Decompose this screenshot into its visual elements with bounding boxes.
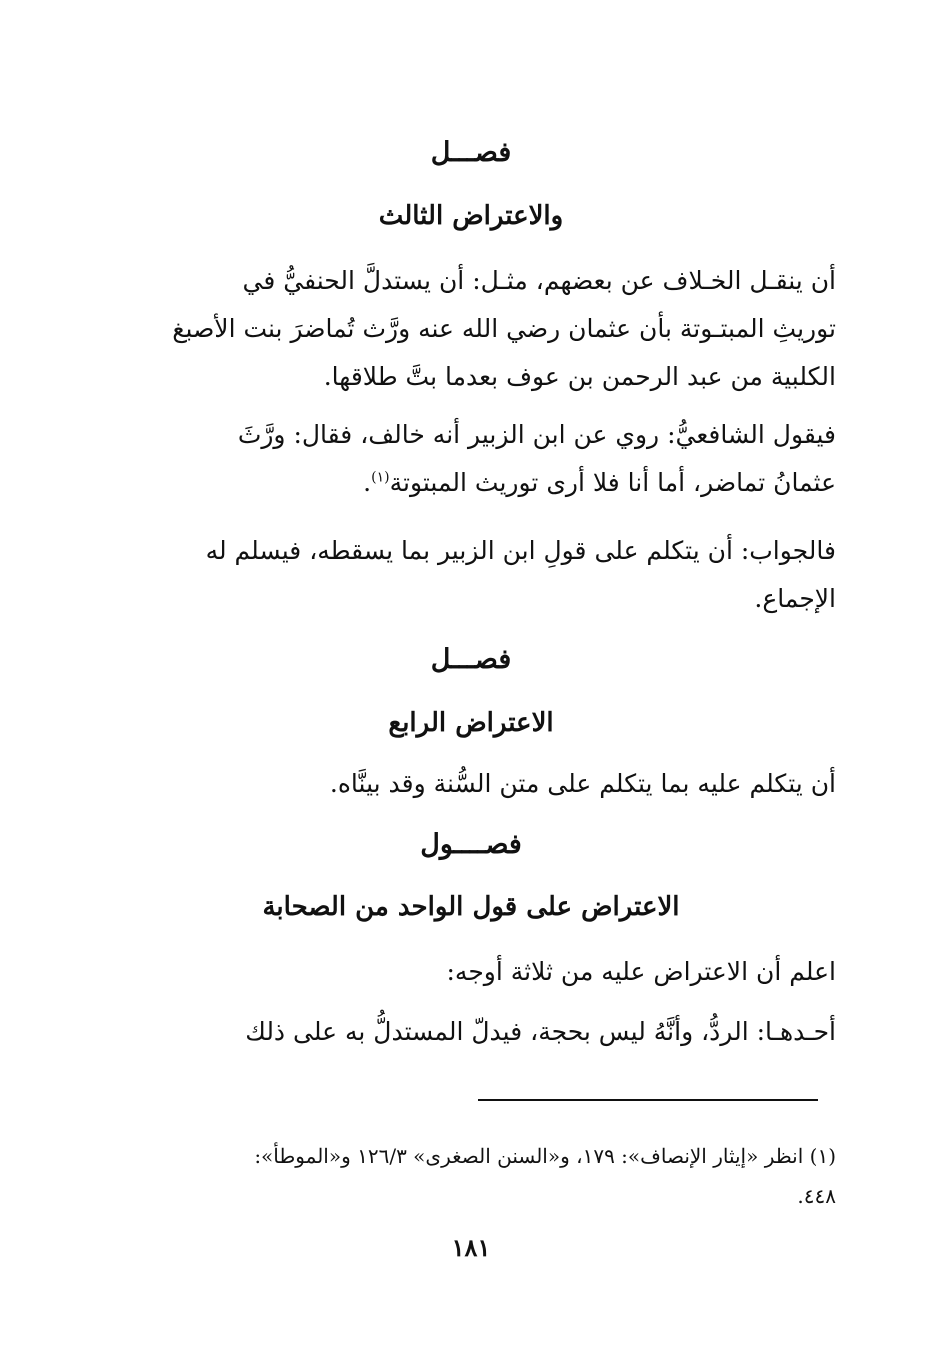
footnote-separator	[478, 1099, 818, 1101]
paragraph-2	[160, 411, 836, 507]
paragraph-1-line-2: توريثِ المبتـوتة بأن عثمان رضي الله عنه ورَّث تُماضرَ بنت الأصبغ	[172, 314, 836, 343]
paragraph-3	[160, 527, 836, 623]
paragraph-2-line-1: فيقول الشافعيُّ: روي عن ابن الزبير أنه خالف، فقال: ورَّثَ	[237, 420, 836, 449]
section-title-fourth-objection: الاعتراض الرابع	[388, 708, 554, 738]
section-heading-fusul: فصــــول	[420, 829, 522, 860]
section-heading-fasl: فصـــل	[430, 137, 512, 168]
paragraph-2-line-2	[160, 459, 836, 507]
section-title-companion-objection: الاعتراض على قول الواحد من الصحابة	[262, 892, 680, 922]
paragraph-5	[160, 948, 836, 996]
footnote-reference[interactable]: (١)	[371, 469, 390, 486]
paragraph-4-line-1: أن يتكلم عليه بما يتكلم على متن السُّنة وقد بينَّاه.	[329, 769, 836, 798]
paragraph-6	[160, 1008, 836, 1056]
paragraph-6-line-1: أحـدهـا: الردُّ، وأنَّهُ ليس بحجة، فيدلّ المستدلُّ به على ذلك	[245, 1017, 836, 1046]
page-number: ١٨١	[451, 1233, 491, 1262]
paragraph-4	[160, 760, 836, 808]
paragraph-3-line-1: فالجواب: أن يتكلم على قولِ ابن الزبير بما يسقطه، فيسلم له	[205, 536, 836, 565]
paragraph-1-line-1: أن ينقـل الخـلاف عن بعضهم، مثـل: أن يستدلَّ الحنفيُّ في	[242, 266, 836, 295]
paragraph-1-line-3: الكلبية من عبد الرحمن بن عوف بعدما بتَّ طلاقها.	[323, 362, 836, 391]
footnote-line-2: ٤٤٨.	[797, 1184, 836, 1208]
paragraph-2-line-2-text: عثمانُ تماضر، أما أنا فلا أرى توريث المبتوتة	[389, 468, 836, 497]
footnote-line-1: (١) انظر «إيثار الإنصاف»: ١٧٩، و«السنن الصغرى» ١٢٦/٣ و«الموطأ»:	[254, 1144, 836, 1168]
section-heading-fasl-2: فصـــل	[430, 644, 512, 675]
paragraph-2-end: .	[363, 468, 372, 497]
section-title-third-objection: والاعتراض الثالث	[378, 201, 564, 231]
paragraph-3-line-2: الإجماع.	[754, 584, 836, 613]
paragraph-5-line-1: اعلم أن الاعتراض عليه من ثلاثة أوجه:	[446, 957, 836, 986]
paragraph-1	[160, 257, 836, 401]
footnote	[160, 1136, 836, 1216]
